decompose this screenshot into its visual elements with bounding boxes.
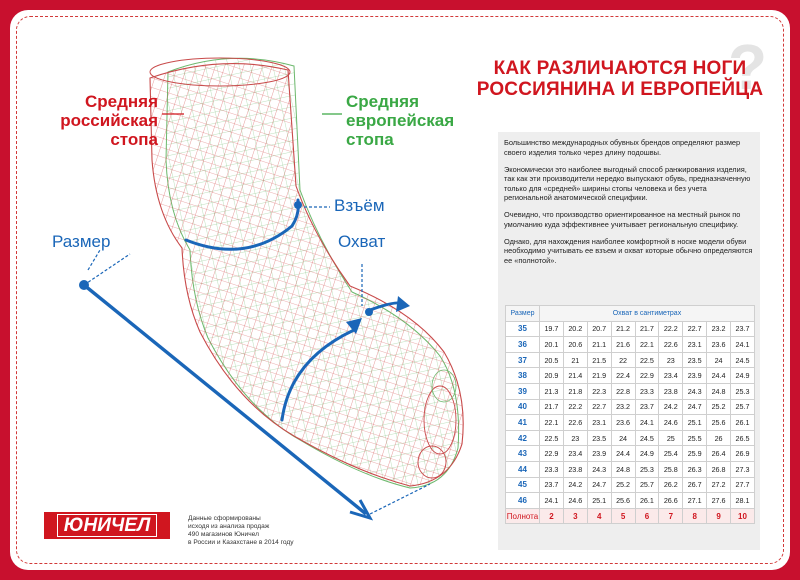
girth-cell: 27.2 xyxy=(707,477,731,493)
girth-cell: 22.5 xyxy=(635,352,659,368)
info-paragraph: Большинство международных обувных брендов определяют размер своего изделия только через длину подошвы. xyxy=(504,138,741,157)
girth-cell: 25.8 xyxy=(659,461,683,477)
girth-cell: 20.5 xyxy=(540,352,564,368)
girth-cell: 25.6 xyxy=(611,493,635,509)
info-paragraph: Экономически это наиболее выгодный способ ранжирования изделия, так как эти производители нередко выпускают обувь, предназначенную только для «средней» ширины стопы человека и без учета региональной анатомической специфики. xyxy=(504,164,751,202)
girth-cell: 24 xyxy=(611,430,635,446)
girth-cell: 22.2 xyxy=(659,321,683,337)
girth-cell: 25.7 xyxy=(731,399,755,415)
table-row xyxy=(506,352,755,368)
girth-cell: 20.6 xyxy=(563,337,587,353)
fullness-cell: 5 xyxy=(611,508,635,524)
fullness-cell: 3 xyxy=(563,508,587,524)
girth-cell: 23.7 xyxy=(540,477,564,493)
girth-cell: 24.6 xyxy=(659,415,683,431)
girth-cell: 22.9 xyxy=(540,446,564,462)
girth-cell: 22.6 xyxy=(563,415,587,431)
table-row xyxy=(506,446,755,462)
fullness-cell: 6 xyxy=(635,508,659,524)
girth-cell: 24.1 xyxy=(731,337,755,353)
girth-cell: 23.4 xyxy=(563,446,587,462)
fullness-label: Полнота xyxy=(506,508,540,524)
girth-cell: 20.1 xyxy=(540,337,564,353)
table-row xyxy=(506,477,755,493)
girth-cell: 23.6 xyxy=(707,337,731,353)
girth-cell: 26.5 xyxy=(731,430,755,446)
note-line: 490 магазинов Юничел xyxy=(188,531,259,538)
girth-cell: 21.5 xyxy=(587,352,611,368)
title-line-2: РОССИЯНИНА И ЕВРОПЕЙЦА xyxy=(476,79,764,100)
size-cell: 38 xyxy=(506,368,540,384)
fullness-cell: 10 xyxy=(731,508,755,524)
girth-cell: 24.9 xyxy=(731,368,755,384)
girth-cell: 23.9 xyxy=(587,446,611,462)
russian-label-line: российская xyxy=(60,111,158,130)
girth-cell: 24.2 xyxy=(659,399,683,415)
girth-cell: 24.7 xyxy=(587,477,611,493)
girth-cell: 24.6 xyxy=(563,493,587,509)
size-cell: 46 xyxy=(506,493,540,509)
size-cell: 39 xyxy=(506,383,540,399)
girth-cell: 26.1 xyxy=(635,493,659,509)
girth-cell: 24.1 xyxy=(540,493,564,509)
girth-cell: 22.9 xyxy=(635,368,659,384)
girth-cell: 28.1 xyxy=(731,493,755,509)
girth-cell: 24.3 xyxy=(683,383,707,399)
fullness-cell: 9 xyxy=(707,508,731,524)
girth-cell: 25.3 xyxy=(731,383,755,399)
girth-cell: 23.3 xyxy=(540,461,564,477)
girth-cell: 21 xyxy=(563,352,587,368)
table-row xyxy=(506,430,755,446)
girth-cell: 23.6 xyxy=(611,415,635,431)
fullness-cell: 7 xyxy=(659,508,683,524)
brand-logo xyxy=(44,512,170,539)
fullness-row xyxy=(506,508,755,524)
girth-cell: 22.1 xyxy=(540,415,564,431)
size-label: Размер xyxy=(52,232,111,251)
girth-cell: 20.7 xyxy=(587,321,611,337)
table-row xyxy=(506,368,755,384)
girth-cell: 24.9 xyxy=(635,446,659,462)
girth-cell: 26.8 xyxy=(707,461,731,477)
european-label-line: Средняя xyxy=(346,92,420,111)
girth-cell: 24.8 xyxy=(707,383,731,399)
girth-cell: 22.4 xyxy=(611,368,635,384)
girth-cell: 21.7 xyxy=(540,399,564,415)
girth-cell: 22.3 xyxy=(587,383,611,399)
girth-cell: 25.2 xyxy=(707,399,731,415)
girth-cell: 26.3 xyxy=(683,461,707,477)
girth-cell: 26.1 xyxy=(731,415,755,431)
girth-cell: 22.8 xyxy=(611,383,635,399)
girth-cell: 21.8 xyxy=(563,383,587,399)
girth-cell: 25 xyxy=(659,430,683,446)
girth-cell: 23 xyxy=(563,430,587,446)
fullness-cell: 8 xyxy=(683,508,707,524)
info-paragraph: Однако, для нахождения наиболее комфортной в носке модели обуви необходимо учитывать ее взъем и охват которые обычно определяются ее «полнотой». xyxy=(504,236,753,265)
girth-cell: 20.9 xyxy=(540,368,564,384)
size-cell: 41 xyxy=(506,415,540,431)
girth-label: Охват xyxy=(338,232,386,251)
size-cell: 45 xyxy=(506,477,540,493)
girth-cell: 23.4 xyxy=(659,368,683,384)
girth-cell: 26.7 xyxy=(683,477,707,493)
russian-label-line: стопа xyxy=(110,130,158,149)
girth-cell: 26.9 xyxy=(731,446,755,462)
table-row xyxy=(506,461,755,477)
data-source-note xyxy=(188,515,368,547)
girth-cell: 25.5 xyxy=(683,430,707,446)
note-line: Данные сформированы xyxy=(188,515,261,522)
title-line-1: КАК РАЗЛИЧАЮТСЯ НОГИ xyxy=(493,58,747,79)
girth-cell: 22.1 xyxy=(635,337,659,353)
size-cell: 44 xyxy=(506,461,540,477)
girth-cell: 26.6 xyxy=(659,493,683,509)
girth-cell: 27.1 xyxy=(683,493,707,509)
girth-dot xyxy=(365,308,373,316)
european-label-line: стопа xyxy=(346,130,394,149)
girth-cell: 22.6 xyxy=(659,337,683,353)
girth-cell: 21.4 xyxy=(563,368,587,384)
girth-cell: 23 xyxy=(659,352,683,368)
girth-cell: 24.5 xyxy=(731,352,755,368)
russian-label-line: Средняя xyxy=(84,92,158,111)
girth-cell: 23.8 xyxy=(563,461,587,477)
girth-cell: 25.2 xyxy=(611,477,635,493)
russian-foot-label xyxy=(40,92,158,149)
girth-cell: 19.7 xyxy=(540,321,564,337)
girth-cell: 24.8 xyxy=(611,461,635,477)
page-title xyxy=(470,58,770,100)
girth-cell: 23.2 xyxy=(611,399,635,415)
girth-cell: 21.6 xyxy=(611,337,635,353)
girth-cell: 22 xyxy=(611,352,635,368)
girth-cell: 23.2 xyxy=(707,321,731,337)
european-label-line: европейская xyxy=(346,111,455,130)
info-text xyxy=(504,138,754,273)
girth-cell: 25.7 xyxy=(635,477,659,493)
girth-cell: 24.4 xyxy=(707,368,731,384)
table-row xyxy=(506,383,755,399)
girth-header: Охват в сантиметрах xyxy=(540,306,755,322)
size-cell: 36 xyxy=(506,337,540,353)
girth-cell: 24 xyxy=(707,352,731,368)
girth-cell: 26 xyxy=(707,430,731,446)
table-row xyxy=(506,415,755,431)
table-row xyxy=(506,493,755,509)
girth-cell: 22.5 xyxy=(540,430,564,446)
girth-cell: 24.3 xyxy=(587,461,611,477)
girth-cell: 21.3 xyxy=(540,383,564,399)
table-row xyxy=(506,321,755,337)
fullness-cell: 2 xyxy=(540,508,564,524)
table-row xyxy=(506,399,755,415)
girth-cell: 25.1 xyxy=(683,415,707,431)
girth-cell: 23.9 xyxy=(683,368,707,384)
girth-cell: 23.1 xyxy=(587,415,611,431)
size-cell: 40 xyxy=(506,399,540,415)
girth-cell: 24.1 xyxy=(635,415,659,431)
girth-cell: 27.7 xyxy=(731,477,755,493)
instep-dot xyxy=(294,201,302,209)
instep-label: Взъём xyxy=(334,196,385,215)
size-cell: 37 xyxy=(506,352,540,368)
brand-logo-text: ЮНИЧЕЛ xyxy=(57,514,158,537)
girth-cell: 25.1 xyxy=(587,493,611,509)
question-mark-decoration: ? xyxy=(728,31,768,103)
girth-cell: 24.5 xyxy=(635,430,659,446)
girth-cell: 21.7 xyxy=(635,321,659,337)
girth-cell: 21.1 xyxy=(587,337,611,353)
girth-cell: 25.4 xyxy=(659,446,683,462)
girth-cell: 23.3 xyxy=(635,383,659,399)
note-line: исходя из анализа продаж xyxy=(188,523,270,530)
girth-cell: 22.7 xyxy=(587,399,611,415)
table-header-row xyxy=(506,306,755,322)
girth-table xyxy=(505,305,755,524)
fullness-cell: 4 xyxy=(587,508,611,524)
girth-cell: 26.2 xyxy=(659,477,683,493)
size-cell: 42 xyxy=(506,430,540,446)
girth-cell: 26.4 xyxy=(707,446,731,462)
girth-cell: 25.9 xyxy=(683,446,707,462)
european-foot-label xyxy=(346,92,486,149)
girth-cell: 24.2 xyxy=(563,477,587,493)
size-header: Размер xyxy=(506,306,540,322)
girth-cell: 27.3 xyxy=(731,461,755,477)
girth-cell: 27.6 xyxy=(707,493,731,509)
girth-cell: 23.5 xyxy=(683,352,707,368)
girth-cell: 21.2 xyxy=(611,321,635,337)
girth-cell: 25.6 xyxy=(707,415,731,431)
girth-cell: 23.1 xyxy=(683,337,707,353)
girth-cell: 23.5 xyxy=(587,430,611,446)
info-paragraph: Очевидно, что производство ориентированное на местный рынок по умолчанию куда эффективнее учитывает региональную специфику. xyxy=(504,210,741,229)
girth-cell: 21.9 xyxy=(587,368,611,384)
size-cell: 35 xyxy=(506,321,540,337)
girth-cell: 24.7 xyxy=(683,399,707,415)
size-cell: 43 xyxy=(506,446,540,462)
girth-cell: 23.7 xyxy=(731,321,755,337)
girth-cell: 23.8 xyxy=(659,383,683,399)
girth-cell: 24.4 xyxy=(611,446,635,462)
girth-cell: 20.2 xyxy=(563,321,587,337)
girth-cell: 22.7 xyxy=(683,321,707,337)
note-line: в России и Казахстане в 2014 году xyxy=(188,539,294,546)
girth-cell: 23.7 xyxy=(635,399,659,415)
table-row xyxy=(506,337,755,353)
girth-cell: 22.2 xyxy=(563,399,587,415)
girth-cell: 25.3 xyxy=(635,461,659,477)
